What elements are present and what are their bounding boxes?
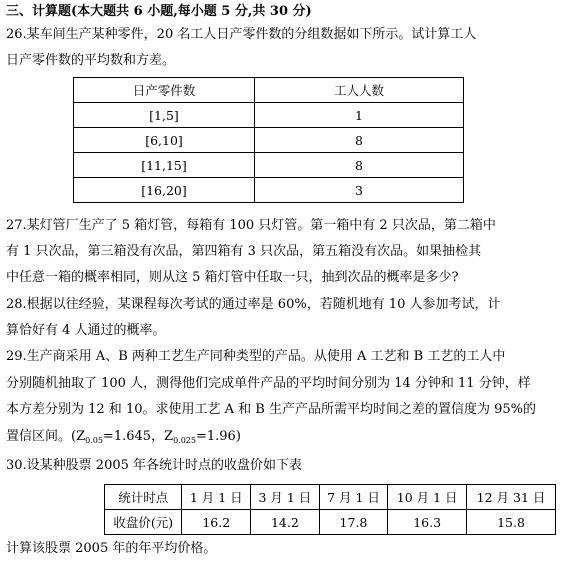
q29-line4-prefix: 置信区间。(Z (6, 429, 86, 444)
table-header-cell: 工人人数 (255, 78, 464, 103)
table-cell: 15.8 (467, 510, 556, 535)
table-cell: [1,5] (74, 103, 255, 128)
table-cell: 14.2 (251, 510, 320, 535)
table-cell: 7 月 1 日 (319, 485, 388, 510)
table-cell: [11,15] (74, 153, 255, 178)
table-cell: 8 (255, 128, 464, 153)
q28-line2: 算恰好有 4 人通过的概率。 (6, 323, 166, 338)
q27-line1: 27.某灯管厂生产了 5 箱灯管，每箱有 100 只灯管。第一箱中有 2 只次品，第二箱中 (6, 218, 496, 233)
q27-line2: 有 1 只次品，第三箱没有次品，第四箱有 3 只次品，第五箱没有次品。如果抽检其 (6, 244, 482, 259)
q27-line3: 中任意一箱的概率相同，则从这 5 箱灯管中任取一只，抽到次品的概率是多少? (6, 270, 459, 285)
table-cell: 收盘价(元) (105, 510, 182, 535)
table-cell: 16.2 (182, 510, 251, 535)
q29-line1: 29.生产商采用 A、B 两种工艺生产同种类型的产品。从使用 A 工艺和 B 工艺的工人中 (6, 349, 506, 364)
table-row (74, 128, 464, 153)
table-row (74, 153, 464, 178)
table-cell: 3 (255, 178, 464, 203)
section-title: 三、计算题(本大题共 6 小题,每小题 5 分,共 30 分) (6, 4, 312, 19)
q30-line2: 计算该股票 2005 年的年平均价格。 (6, 541, 217, 556)
table-cell: 12 月 31 日 (467, 485, 556, 510)
table-cell: 1 月 1 日 (182, 485, 251, 510)
z-subscript-2: 0.025 (173, 436, 196, 445)
q26-line2: 日产零件数的平均数和方差。 (6, 53, 176, 68)
table-cell: 1 (255, 103, 464, 128)
table-cell: 统计时点 (105, 485, 182, 510)
q28-line1: 28.根据以往经验，某课程每次考试的通过率是 60%，若随机地有 10 人参加考试，计 (6, 297, 501, 312)
table-cell: [6,10] (74, 128, 255, 153)
table-header-cell: 日产零件数 (74, 78, 255, 103)
table-row (105, 510, 556, 535)
table-row (105, 485, 556, 510)
table-cell: 17.8 (319, 510, 388, 535)
table-cell: 16.3 (388, 510, 467, 535)
table-cell: 8 (255, 153, 464, 178)
z-subscript-1: 0.05 (85, 436, 103, 445)
q30-line1: 30.设某种股票 2005 年各统计时点的收盘价如下表 (6, 458, 303, 473)
q29-line4-mid: =1.645，Z (102, 429, 174, 444)
q29-line2: 分别随机抽取了 100 人，测得他们完成单件产品的平均时间分别为 14 分钟和 11 分钟，样 (6, 376, 531, 391)
q29-line4-suffix: =1.96) (195, 429, 241, 444)
q29-line3: 本方差分别为 12 和 10。求使用工艺 A 和 B 生产产品所需平均时间之差的置信度为 95%的 (6, 402, 536, 417)
table-cell: [16,20] (74, 178, 255, 203)
table-row (74, 103, 464, 128)
table-cell: 10 月 1 日 (388, 485, 467, 510)
q29-line4 (6, 429, 241, 449)
q26-line1: 26.某车间生产某种零件，20 名工人日产零件数的分组数据如下所示。试计算工人 (6, 27, 477, 42)
table-row (74, 178, 464, 203)
q30-table (104, 484, 556, 535)
table-header-row (74, 78, 464, 103)
table-cell: 3 月 1 日 (251, 485, 320, 510)
q26-table (73, 77, 464, 203)
